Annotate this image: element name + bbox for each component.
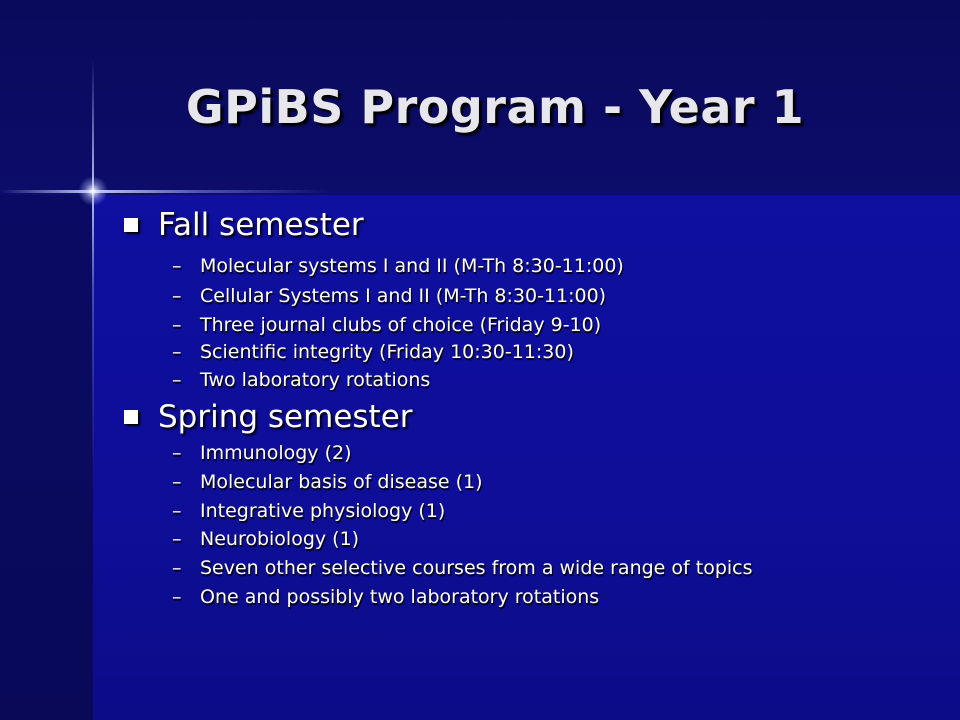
light-flare-star-icon	[78, 176, 108, 206]
list-item: – Scientific integrity (Friday 10:30-11:30)	[172, 341, 574, 363]
list-item: – Immunology (2)	[172, 442, 352, 464]
section-spring-semester	[124, 399, 413, 435]
list-item: – Two laboratory rotations	[172, 369, 431, 391]
list-item: – One and possibly two laboratory rotations	[172, 586, 600, 608]
section-heading: Fall semester	[158, 207, 364, 243]
background-left-band	[0, 195, 93, 720]
list-item: – Neurobiology (1)	[172, 528, 360, 550]
light-flare-horizontal	[0, 190, 330, 193]
square-bullet-icon	[124, 218, 138, 232]
list-item: – Seven other selective courses from a wide range of topics	[172, 557, 753, 579]
list-item: – Integrative physiology (1)	[172, 500, 446, 522]
section-fall-semester	[124, 207, 364, 243]
list-item: – Three journal clubs of choice (Friday 9-10)	[172, 314, 602, 336]
list-item: – Molecular basis of disease (1)	[172, 471, 483, 493]
square-bullet-icon	[124, 410, 138, 424]
section-heading: Spring semester	[158, 399, 413, 435]
list-item: – Cellular Systems I and II (M-Th 8:30-11:00)	[172, 285, 607, 307]
list-item: – Molecular systems I and II (M-Th 8:30-11:00)	[172, 255, 624, 277]
slide-title: GPiBS Program - Year 1	[185, 80, 805, 134]
